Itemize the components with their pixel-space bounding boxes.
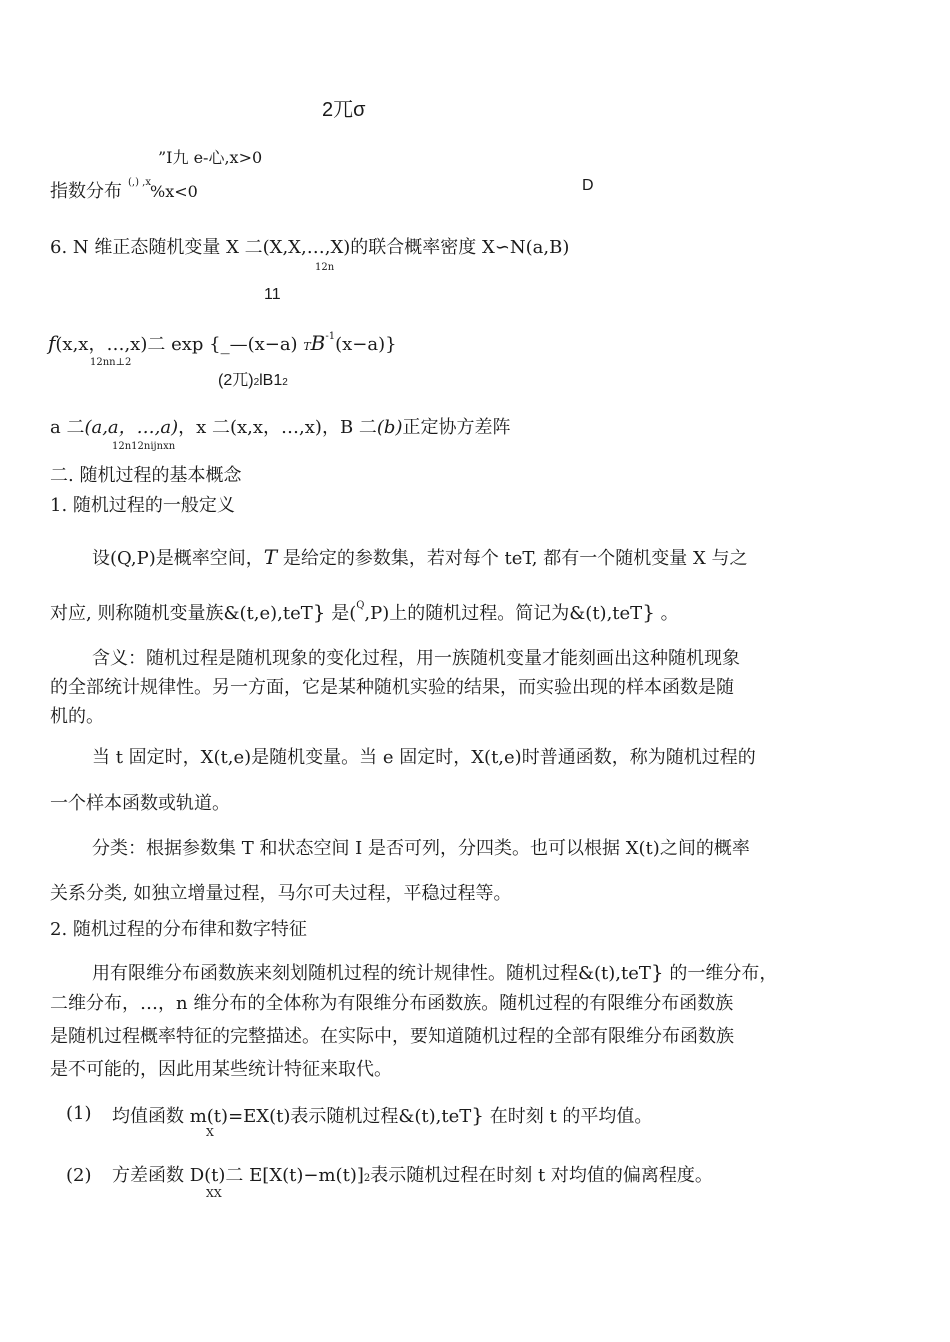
dist-intro: 用有限维分布函数族来刻划随机过程的统计规律性。随机过程&(t),teT xyxy=(92,963,651,984)
def-denote: ,P)上的随机过程。简记为&(t),teT xyxy=(364,603,643,624)
density-main: (x,x，…,x)二 exp {_—(x−a) xyxy=(55,334,304,355)
subsection-heading-1: 1. 随机过程的一般定义 xyxy=(50,495,235,516)
item6-heading: 6. N 维正态随机变量 X 二(X,X,…,X)的联合概率密度 X∽N(a,B) xyxy=(50,237,570,258)
def-family: 对应, 则称随机变量族&(t,e),teT xyxy=(50,603,313,624)
variance-square: 2 xyxy=(363,1173,371,1184)
dist-brace: } xyxy=(650,960,664,984)
variance-subscript: XX xyxy=(206,1187,222,1200)
mean-item-number: (1) xyxy=(66,1103,92,1124)
density-den-det: lB1 xyxy=(259,372,283,389)
classification-line-2: 关系分类, 如独立增量过程，马尔可夫过程，平稳过程等。 xyxy=(50,883,512,904)
fraction-numerator: 11 xyxy=(264,286,281,303)
def-on: 是( xyxy=(325,603,357,624)
def-rest: 是给定的参数集，若对每个 teT, 都有一个随机变量 X 与之 xyxy=(277,548,748,569)
definition-line-2 xyxy=(50,600,679,625)
density-formula xyxy=(48,331,397,356)
mean-function-line xyxy=(112,1103,652,1128)
density-den-pi: (2兀) xyxy=(218,372,254,389)
formula-denominator: 2兀σ xyxy=(322,99,366,121)
vec-a-components: (a,a，…,a) xyxy=(84,417,179,438)
exp-label: 指数分布 xyxy=(50,181,122,202)
vec-x-and-b: ，x 二(x,x，…,x)，B 二 xyxy=(178,417,377,438)
meaning-line-2: 的全部统计规律性。另一方面，它是某种随机实验的结果，而实验出现的样本函数是随 xyxy=(50,677,734,698)
mean-rest: 在时刻 t 的平均值。 xyxy=(484,1106,653,1127)
variance-text: 方差函数 D(t)二 E[X(t)−m(t)] xyxy=(112,1165,364,1186)
subsection-heading-2: 2. 随机过程的分布律和数字特征 xyxy=(50,919,307,940)
density-transpose: T xyxy=(303,340,311,353)
def-period: 。 xyxy=(654,603,679,624)
dist-one-dim: 的一维分布， xyxy=(663,963,778,984)
meaning-line-3: 机的。 xyxy=(50,706,104,727)
density-tail: (x−a)} xyxy=(335,334,397,355)
density-denominator xyxy=(218,371,288,391)
distribution-line-1 xyxy=(92,960,777,985)
fixed-line-1: 当 t 固定时，X(t,e)是随机变量。当 e 固定时，X(t,e)时普通函数，称为随机过程的 xyxy=(92,747,756,768)
mean-text: 均值函数 m(t)=EX(t)表示随机过程&(t),teT xyxy=(112,1106,472,1127)
def-brace: } xyxy=(312,600,326,624)
variance-rest: 表示随机过程在时刻 t 对均值的偏离程度。 xyxy=(370,1165,713,1186)
exp-case-positive: ”I九 e-心,x>0 xyxy=(158,148,263,167)
density-den-sub2: 2 xyxy=(282,377,288,388)
variance-function-line xyxy=(112,1165,713,1187)
def-prob-space: 设(Q,P)是概率空间， xyxy=(92,548,264,569)
density-subscript: 12nn⊥2 xyxy=(90,357,132,368)
section-heading-2: 二. 随机过程的基本概念 xyxy=(50,465,242,486)
stray-glyph: D xyxy=(582,177,594,194)
exp-case-negative: %x<0 xyxy=(150,182,198,201)
distribution-line-3: 是随机过程概率特征的完整描述。在实际中，要知道随机过程的全部有限维分布函数族 xyxy=(50,1026,734,1047)
vector-subscripts: 12n12nijnxn xyxy=(112,441,176,452)
definition-line-1 xyxy=(92,545,747,570)
mean-subscript: X xyxy=(206,1126,214,1139)
variance-item-number: (2) xyxy=(66,1165,92,1186)
def-param-set: T xyxy=(263,545,278,569)
density-den-sub1: 2 xyxy=(253,377,260,388)
vector-definitions xyxy=(50,417,510,439)
distribution-line-2: 二维分布，…，n 维分布的全体称为有限维分布函数族。随机过程的有限维分布函数族 xyxy=(50,993,734,1014)
fixed-line-2: 一个样本函数或轨道。 xyxy=(50,793,230,814)
classification-line-1: 分类：根据参数集 T 和状态空间 I 是否可列，分四类。也可以根据 X(t)之间的概率 xyxy=(92,838,750,859)
meaning-line-1: 含义：随机过程是随机现象的变化过程，用一族随机变量才能刻画出这种随机现象 xyxy=(92,648,740,669)
exp-subscript: (,) ,x xyxy=(128,177,151,188)
def-omega: Q xyxy=(356,600,365,611)
vec-covariance-label: 正定协方差阵 xyxy=(402,417,511,438)
distribution-line-4: 是不可能的，因此用某些统计特征来取代。 xyxy=(50,1059,392,1080)
density-matrix: B xyxy=(310,331,326,355)
item6-subscript: 12n xyxy=(315,262,335,273)
mean-brace: } xyxy=(471,1103,485,1127)
vec-a-label: a 二 xyxy=(50,417,85,438)
vec-b-elements: (b) xyxy=(376,417,403,438)
density-inverse: -1 xyxy=(325,331,336,342)
def-brace-2: } xyxy=(642,600,655,624)
density-symbol: f xyxy=(48,331,56,355)
